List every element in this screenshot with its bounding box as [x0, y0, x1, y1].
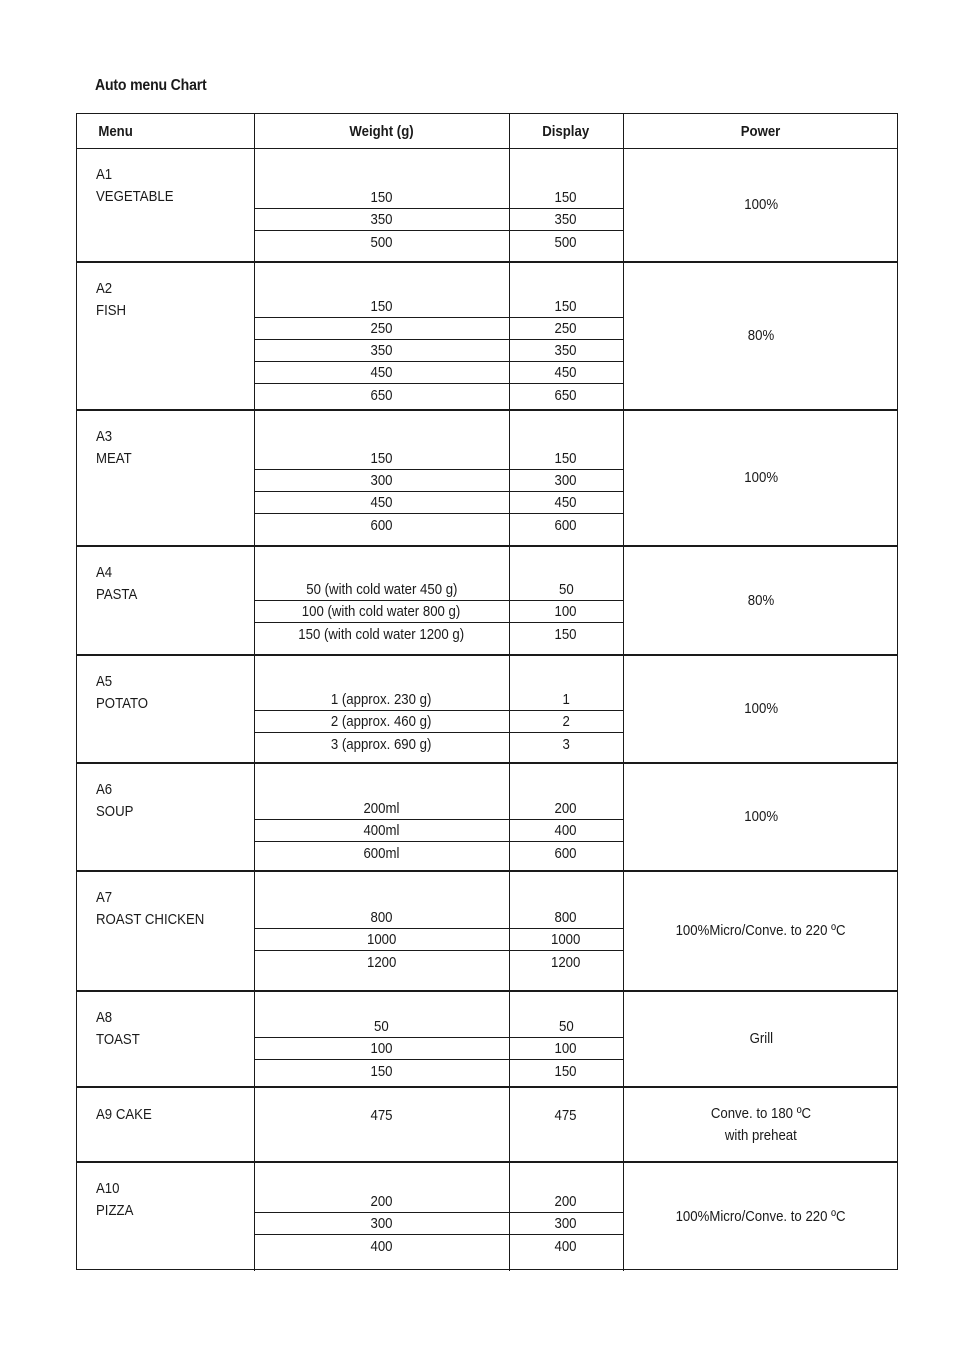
menu-cell [96, 164, 184, 208]
weight-cell: 350 [254, 340, 509, 362]
menu-name: MEAT [96, 450, 132, 467]
weight-cell: 450 [254, 362, 509, 384]
weight-cell: 100 [254, 1038, 509, 1060]
display-cell: 3 [562, 735, 570, 753]
menu-code: A10 [96, 1180, 120, 1197]
power-cell: Conve. to 180 ºC with preheat [710, 1104, 812, 1144]
display-cell: 100 [509, 1038, 623, 1060]
menu-code: A8 [96, 1009, 113, 1026]
menu-name: PASTA [96, 586, 138, 603]
display-cell: 2 [509, 711, 623, 733]
menu-code: A4 [96, 564, 113, 581]
table-row [77, 1163, 897, 1271]
weight-cell: 600 [370, 516, 393, 534]
display-cell: 50 [509, 579, 623, 601]
display-cell: 150 [509, 187, 623, 209]
weight-cell: 1200 [366, 953, 397, 971]
header-menu: Menu [98, 122, 133, 140]
menu-code: A2 [96, 280, 113, 297]
menu-cell [96, 278, 130, 322]
weight-cell: 475 [370, 1106, 393, 1124]
display-cell: 250 [509, 318, 623, 340]
table-row [77, 992, 897, 1088]
menu-code: A7 [96, 889, 113, 906]
display-cell: 400 [509, 820, 623, 842]
menu-code: A9 CAKE [96, 1106, 152, 1123]
display-cell: 500 [554, 233, 578, 251]
display-cell: 650 [554, 386, 578, 404]
menu-name: PIZZA [96, 1202, 134, 1219]
weight-cell: 1000 [254, 929, 509, 951]
table-row [77, 263, 897, 411]
display-cell: 150 [509, 448, 623, 470]
weight-cell: 150 [254, 448, 509, 470]
table-row [77, 656, 897, 764]
weight-cell: 200 [254, 1191, 509, 1213]
weight-cell: 400ml [254, 820, 509, 842]
display-cell: 50 [509, 1016, 623, 1038]
weight-cell: 3 (approx. 690 g) [331, 735, 432, 753]
weight-cell: 250 [254, 318, 509, 340]
power-cell: 100% [744, 700, 778, 717]
weight-cell: 2 (approx. 460 g) [254, 711, 509, 733]
display-cell: 1000 [509, 929, 623, 951]
weight-cell: 150 [370, 1062, 393, 1080]
display-cell: 450 [509, 492, 623, 514]
display-cell: 200 [509, 1191, 623, 1213]
weight-cell: 450 [254, 492, 509, 514]
menu-cell [96, 426, 137, 470]
display-cell: 300 [509, 1213, 623, 1235]
table-header [77, 114, 897, 149]
weight-cell: 650 [370, 386, 393, 404]
display-cell: 600 [554, 516, 578, 534]
menu-name: ROAST CHICKEN [96, 911, 205, 928]
display-cell: 350 [509, 340, 623, 362]
display-cell: 1 [509, 689, 623, 711]
weight-cell: 350 [254, 209, 509, 231]
weight-cell: 1 (approx. 230 g) [254, 689, 509, 711]
weight-cell: 300 [254, 470, 509, 492]
power-cell: 100% [744, 808, 778, 825]
power-cell: Grill [749, 1030, 773, 1047]
display-cell: 350 [509, 209, 623, 231]
menu-name: POTATO [96, 695, 149, 712]
power-cell: 100% [744, 196, 778, 213]
table-row [77, 872, 897, 992]
display-cell: 300 [509, 470, 623, 492]
menu-code: A1 [96, 166, 113, 183]
weight-cell: 200ml [254, 798, 509, 820]
power-cell: 100%Micro/Conve. to 220 ºC [676, 922, 846, 939]
display-cell: 475 [554, 1106, 578, 1124]
weight-cell: 300 [254, 1213, 509, 1235]
display-cell: 200 [509, 798, 623, 820]
header-display: Display [542, 122, 590, 140]
auto-menu-table [76, 113, 898, 1270]
header-weight: Weight (g) [349, 122, 414, 140]
weight-cell: 500 [370, 233, 393, 251]
menu-cell [96, 562, 143, 606]
display-cell: 450 [509, 362, 623, 384]
power-cell: 80% [747, 591, 775, 609]
display-cell: 400 [554, 1237, 578, 1255]
menu-cell [96, 1178, 139, 1222]
weight-cell: 800 [254, 907, 509, 929]
menu-name: VEGETABLE [96, 188, 174, 205]
power-cell: 80% [747, 327, 775, 344]
display-cell: 800 [509, 907, 623, 929]
power-cell: 100% [744, 469, 778, 486]
menu-cell [96, 1007, 146, 1051]
menu-name: FISH [96, 302, 127, 319]
page-title: Auto menu Chart [95, 77, 207, 94]
display-cell: 150 [554, 1062, 578, 1080]
header-power: Power [741, 122, 781, 140]
table-row [77, 149, 897, 263]
menu-code: A6 [96, 781, 113, 798]
table-row [77, 547, 897, 656]
weight-cell: 150 [254, 296, 509, 318]
menu-cell [96, 779, 139, 823]
table-row [77, 764, 897, 872]
table-row [77, 411, 897, 547]
weight-cell: 150 (with cold water 1200 g) [298, 625, 465, 643]
weight-cell: 50 [254, 1016, 509, 1038]
weight-cell: 150 [254, 187, 509, 209]
display-cell: 600 [554, 844, 578, 862]
menu-code: A3 [96, 428, 113, 445]
menu-cell [96, 671, 155, 715]
weight-cell: 100 (with cold water 800 g) [254, 601, 509, 623]
menu-cell [96, 1104, 159, 1126]
weight-cell: 400 [370, 1237, 393, 1255]
weight-cell: 600ml [363, 844, 400, 862]
weight-cell: 50 (with cold water 450 g) [254, 579, 509, 601]
table-row [77, 1088, 897, 1163]
menu-name: TOAST [96, 1031, 140, 1048]
menu-code: A5 [96, 673, 113, 690]
display-cell: 150 [509, 296, 623, 318]
display-cell: 150 [554, 625, 578, 643]
display-cell: 100 [509, 601, 623, 623]
display-cell: 1200 [551, 953, 581, 971]
power-cell: 100%Micro/Conve. to 220 ºC [676, 1208, 846, 1225]
menu-name: SOUP [96, 803, 134, 820]
menu-cell [96, 887, 219, 931]
